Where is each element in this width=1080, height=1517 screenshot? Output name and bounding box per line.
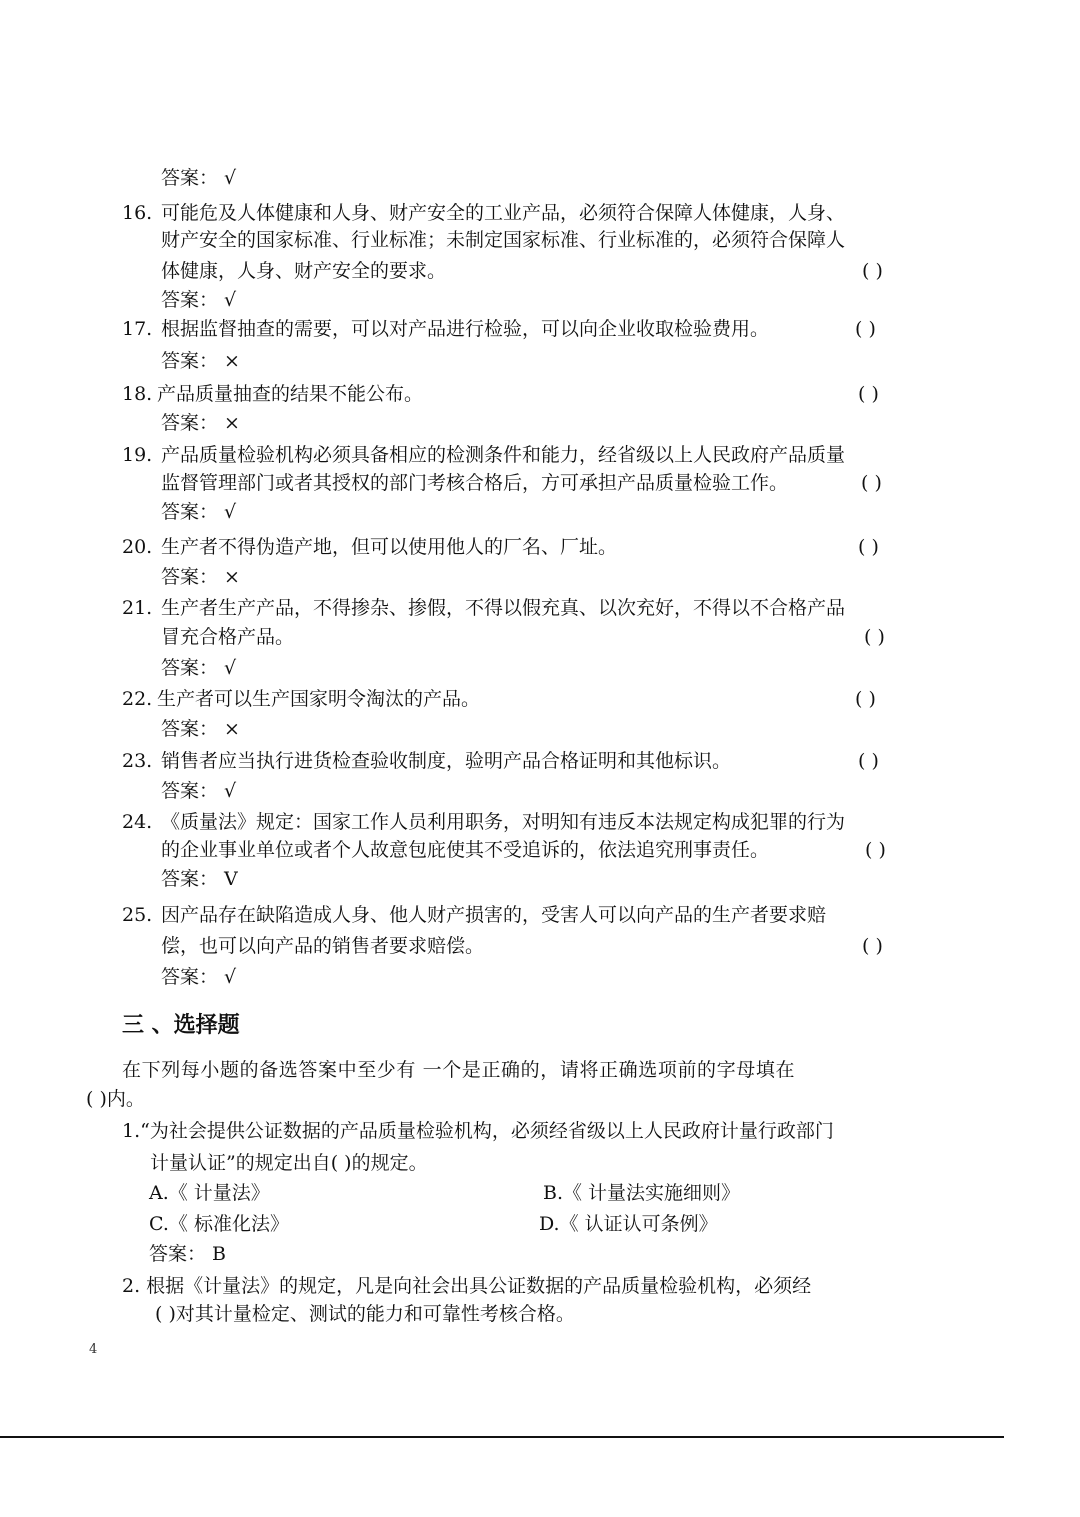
answer-15: 答案： √ (161, 167, 237, 189)
item-18-answer: 答案： × (161, 412, 240, 434)
item-24-number: 24. (122, 811, 153, 833)
item-21-line-2: 冒充合格产品。 (161, 626, 295, 648)
item-23-line-1: 销售者应当执行进货检查验收制度，验明产品合格证明和其他标识。 (161, 750, 732, 772)
item-19-answer: 答案： √ (161, 501, 237, 523)
item-22-paren: ( ) (855, 688, 876, 710)
question-1-line-1: 1.“为社会提供公证数据的产品质量检验机构，必须经省级以上人民政府计量行政部门 (122, 1120, 834, 1142)
item-17-number: 17. (122, 318, 153, 340)
item-17-paren: ( ) (855, 318, 876, 340)
item-17-line-1: 根据监督抽查的需要，可以对产品进行检验，可以向企业收取检验费用。 (161, 318, 770, 340)
footer-rule (0, 1436, 1004, 1438)
item-25-answer: 答案： √ (161, 966, 237, 988)
question-1-line-2: 计量认证”的规定出自( )的规定。 (150, 1152, 428, 1174)
item-23-paren: ( ) (858, 750, 879, 772)
item-23-answer: 答案： √ (161, 780, 237, 802)
section-3-heading: 三 、选择题 (122, 1013, 240, 1038)
section-3-intro-line-2: ( )内。 (86, 1088, 145, 1110)
item-20-line-1: 生产者不得伪造产地，但可以使用他人的厂名、厂址。 (161, 536, 618, 558)
item-16-answer: 答案： √ (161, 289, 237, 311)
section-3-intro-line-1: 在下列每小题的备选答案中至少有 一个是正确的，请将正确选项前的字母填在 (122, 1059, 796, 1081)
item-20-number: 20. (122, 536, 153, 558)
question-1-answer: 答案： B (149, 1243, 227, 1265)
item-18-line-1: 产品质量抽查的结果不能公布。 (157, 383, 424, 405)
item-16-line-3: 体健康，人身、财产安全的要求。 (161, 260, 447, 282)
item-19-line-2: 监督管理部门或者其授权的部门考核合格后，方可承担产品质量检验工作。 (161, 472, 789, 494)
item-16-line-2: 财产安全的国家标准、行业标准；未制定国家标准、行业标准的，必须符合保障人 (161, 229, 846, 251)
item-19-paren: ( ) (861, 472, 882, 494)
item-24-line-2: 的企业事业单位或者个人故意包庇使其不受追诉的，依法追究刑事责任。 (161, 839, 770, 861)
item-18-paren: ( ) (858, 383, 879, 405)
item-22-line-1: 生产者可以生产国家明令淘汰的产品。 (157, 688, 481, 710)
item-19-number: 19. (122, 444, 153, 466)
question-1-option-b: B.《 计量法实施细则》 (543, 1182, 741, 1204)
item-21-number: 21. (122, 597, 153, 619)
item-16-paren: ( ) (862, 260, 883, 282)
item-16-number: 16. (122, 202, 153, 224)
item-25-line-2: 偿，也可以向产品的销售者要求赔偿。 (161, 935, 485, 957)
question-1-option-c: C.《 标准化法》 (149, 1213, 289, 1235)
item-21-line-1: 生产者生产产品，不得掺杂、掺假，不得以假充真、以次充好，不得以不合格产品 (161, 597, 846, 619)
item-21-answer: 答案： √ (161, 657, 237, 679)
item-17-answer: 答案： × (161, 350, 240, 372)
item-24-answer: 答案： V (161, 868, 238, 890)
question-1-option-d: D.《 认证认可条例》 (539, 1213, 718, 1235)
item-25-paren: ( ) (862, 935, 883, 957)
item-20-paren: ( ) (858, 536, 879, 558)
item-25-number: 25. (122, 904, 153, 926)
item-25-line-1: 因产品存在缺陷造成人身、他人财产损害的，受害人可以向产品的生产者要求赔 (161, 904, 827, 926)
item-21-paren: ( ) (864, 626, 885, 648)
question-2-line-1: 2. 根据《计量法》的规定，凡是向社会出具公证数据的产品质量检验机构，必须经 (122, 1275, 812, 1297)
item-23-number: 23. (122, 750, 153, 772)
item-24-paren: ( ) (865, 839, 886, 861)
item-16-line-1: 可能危及人体健康和人身、财产安全的工业产品，必须符合保障人体健康，人身、 (161, 202, 846, 224)
question-2-line-2: ( )对其计量检定、测试的能力和可靠性考核合格。 (155, 1303, 575, 1325)
page-number: 4 (89, 1342, 98, 1357)
item-19-line-1: 产品质量检验机构必须具备相应的检测条件和能力，经省级以上人民政府产品质量 (161, 444, 846, 466)
item-22-number: 22. (122, 688, 153, 710)
item-20-answer: 答案： × (161, 566, 240, 588)
item-22-answer: 答案： × (161, 718, 240, 740)
question-1-option-a: A.《 计量法》 (149, 1182, 270, 1204)
item-24-line-1: 《质量法》规定：国家工作人员利用职务，对明知有违反本法规定构成犯罪的行为 (161, 811, 846, 833)
item-18-number: 18. (122, 383, 153, 405)
